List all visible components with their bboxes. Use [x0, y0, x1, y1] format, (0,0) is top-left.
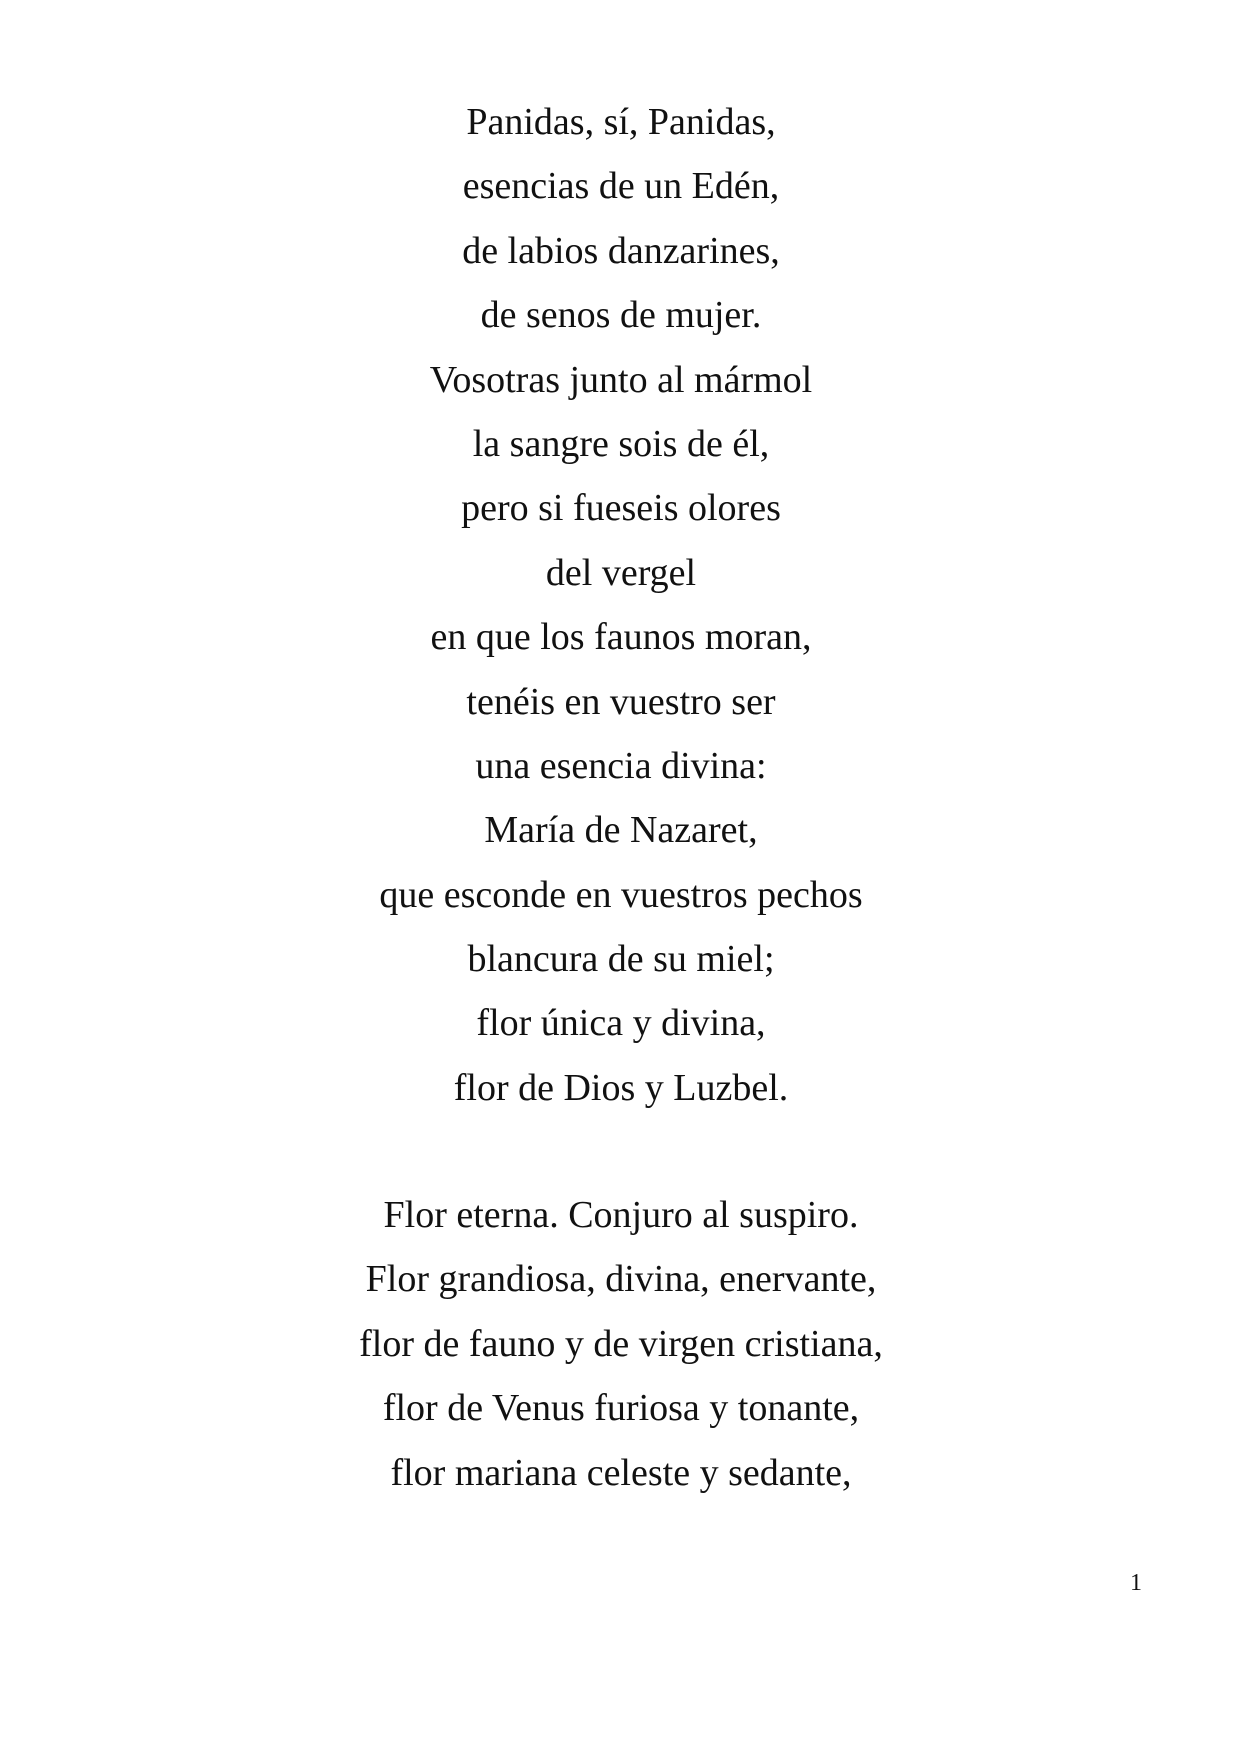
- stanza-1: [0, 90, 1242, 1120]
- verse-line: flor de fauno y de virgen cristiana,: [359, 1322, 883, 1365]
- verse-line: una esencia divina:: [475, 744, 767, 787]
- verse-line: pero si fueseis olores: [461, 487, 781, 530]
- verse-line: flor mariana celeste y sedante,: [390, 1451, 852, 1494]
- verse-line: de senos de mujer.: [480, 294, 762, 337]
- verse-line: flor de Dios y Luzbel.: [453, 1066, 789, 1109]
- verse-line: tenéis en vuestro ser: [466, 680, 776, 723]
- verse-line: esencias de un Edén,: [462, 165, 780, 208]
- verse-line: blancura de su miel;: [467, 938, 775, 981]
- verse-line: Vosotras junto al mármol: [429, 358, 813, 401]
- verse-line: de labios danzarines,: [462, 229, 780, 272]
- verse-line: flor de Venus furiosa y tonante,: [382, 1387, 860, 1430]
- verse-line: en que los faunos moran,: [430, 616, 812, 659]
- verse-line: María de Nazaret,: [484, 809, 758, 852]
- page-number: 1: [1130, 1570, 1142, 1596]
- verse-line: Flor eterna. Conjuro al suspiro.: [383, 1194, 859, 1236]
- stanza-2: [0, 1183, 1242, 1505]
- verse-line: del vergel: [545, 551, 697, 594]
- verse-line: flor única y divina,: [476, 1002, 766, 1045]
- verse-line: Panidas, sí, Panidas,: [466, 101, 776, 143]
- verse-line: Flor grandiosa, divina, enervante,: [365, 1258, 877, 1301]
- verse-line: la sangre sois de él,: [472, 422, 770, 465]
- verse-line: que esconde en vuestros pechos: [379, 873, 863, 916]
